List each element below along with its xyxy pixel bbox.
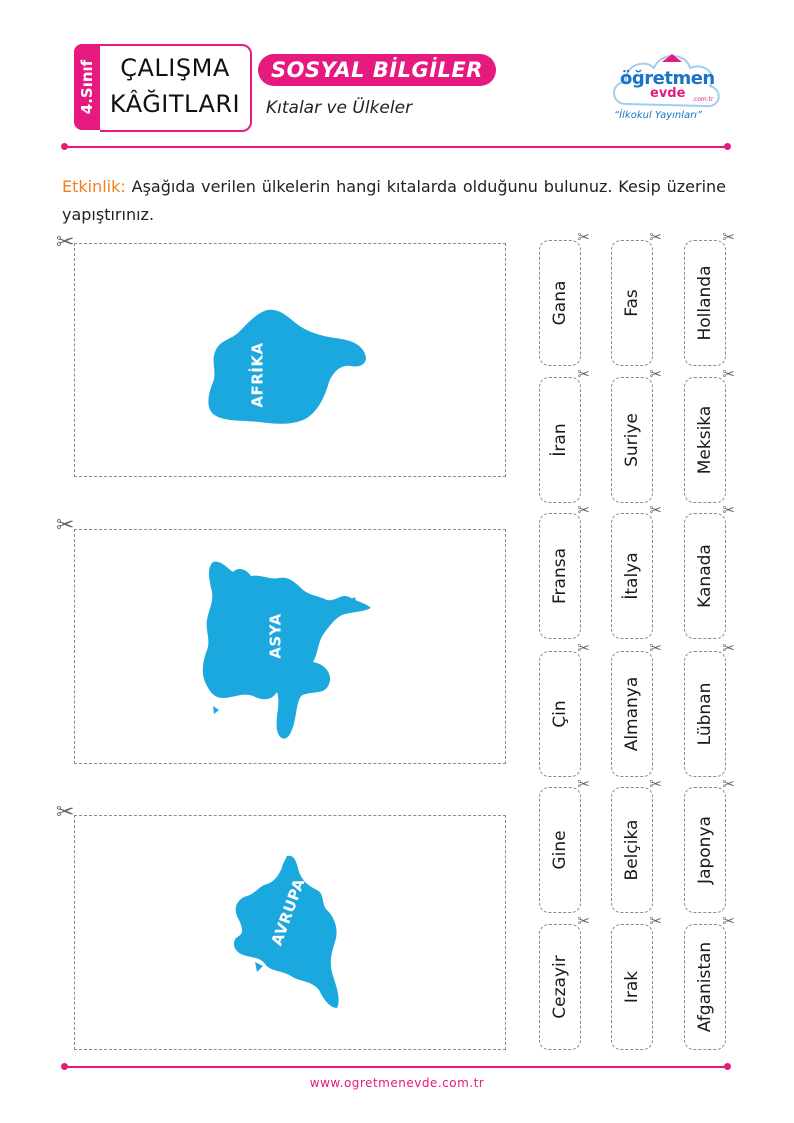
continent-label-asia: ASYA: [266, 613, 285, 659]
country-card[interactable]: [539, 365, 590, 503]
country-name: Suriye: [622, 413, 642, 467]
scissors-icon: ✂: [56, 800, 75, 825]
logo-domain: .com.tr: [692, 96, 714, 103]
continent-panel-asia: [74, 529, 506, 764]
country-card[interactable]: [611, 228, 662, 366]
country-card[interactable]: [684, 365, 735, 503]
scissors-icon: ✂: [577, 228, 590, 246]
publisher-logo: [606, 44, 724, 128]
activity-instruction: [62, 173, 726, 229]
scissors-icon: ✂: [56, 230, 75, 255]
country-name: Gana: [550, 280, 570, 326]
scissors-icon: ✂: [649, 639, 662, 657]
country-card[interactable]: [611, 912, 662, 1050]
country-name: Irak: [622, 970, 642, 1004]
scissors-icon: ✂: [649, 365, 662, 383]
scissors-icon: ✂: [649, 228, 662, 246]
country-name: Cezayir: [550, 955, 570, 1019]
scissors-icon: ✂: [722, 228, 735, 246]
country-name: Gine: [550, 830, 570, 870]
country-name: Japonya: [695, 816, 715, 884]
country-card[interactable]: [539, 912, 590, 1050]
country-name: Fas: [622, 289, 642, 317]
country-card[interactable]: [539, 639, 590, 777]
footer-url[interactable]: www.ogretmenevde.com.tr: [309, 1076, 485, 1090]
scissors-icon: ✂: [649, 912, 662, 930]
country-card[interactable]: [684, 912, 735, 1050]
scissors-icon: ✂: [649, 501, 662, 519]
country-card[interactable]: [611, 501, 662, 639]
topic-subtitle: Kıtalar ve Ülkeler: [266, 98, 413, 118]
logo-brand: öğretmen: [620, 68, 715, 89]
country-card[interactable]: [611, 365, 662, 503]
scissors-icon: ✂: [722, 912, 735, 930]
grade-tab: [74, 44, 100, 130]
scissors-icon: ✂: [722, 365, 735, 383]
country-name: Belçika: [622, 819, 642, 881]
country-card[interactable]: [611, 775, 662, 913]
scissors-icon: ✂: [577, 639, 590, 657]
scissors-icon: ✂: [577, 501, 590, 519]
footer-divider: [64, 1066, 728, 1068]
title-box: [100, 44, 252, 132]
continent-panel-europe: [74, 815, 506, 1050]
country-card[interactable]: [684, 639, 735, 777]
title-line1: ÇALIŞMA: [120, 54, 230, 82]
country-name: İtalya: [622, 552, 642, 600]
country-name: Kanada: [695, 544, 715, 608]
activity-text: Aşağıda verilen ülkelerin hangi kıtalarda olduğunu bulunuz. Kesip üzerine yapıştırınız.: [62, 177, 726, 224]
title-line2: KÂĞITLARI: [109, 90, 241, 118]
subject-badge: SOSYAL BİLGİLER: [258, 54, 496, 86]
continent-label-europe: AVRUPA: [267, 875, 309, 949]
continent-label-africa: AFRİKA: [248, 342, 267, 408]
activity-label: Etkinlik:: [62, 177, 126, 196]
grade-label: 4.Sınıf: [78, 59, 96, 115]
header-divider: [64, 146, 728, 148]
scissors-icon: ✂: [577, 365, 590, 383]
country-card[interactable]: [684, 501, 735, 639]
country-name: Hollanda: [695, 265, 715, 341]
scissors-icon: ✂: [722, 775, 735, 793]
country-card[interactable]: [684, 775, 735, 913]
country-name: Meksika: [695, 405, 715, 475]
africa-shape: [201, 306, 371, 428]
scissors-icon: ✂: [577, 775, 590, 793]
scissors-icon: ✂: [649, 775, 662, 793]
logo-brand-evde: evde: [650, 86, 686, 101]
country-name: Afganistan: [695, 941, 715, 1033]
continent-panel-africa: [74, 243, 506, 477]
logo-tagline: “İlkokul Yayınları”: [614, 110, 703, 121]
country-card[interactable]: [684, 228, 735, 366]
country-name: Çin: [550, 700, 570, 728]
country-card[interactable]: [539, 775, 590, 913]
scissors-icon: ✂: [722, 501, 735, 519]
country-name: Almanya: [622, 676, 642, 752]
country-name: İran: [550, 423, 570, 457]
country-card[interactable]: [539, 501, 590, 639]
scissors-icon: ✂: [56, 513, 75, 538]
country-name: Lübnan: [695, 682, 715, 746]
country-name: Fransa: [550, 548, 570, 604]
country-card[interactable]: [539, 228, 590, 366]
asia-shape: [199, 556, 379, 746]
country-card[interactable]: [611, 639, 662, 777]
scissors-icon: ✂: [577, 912, 590, 930]
scissors-icon: ✂: [722, 639, 735, 657]
